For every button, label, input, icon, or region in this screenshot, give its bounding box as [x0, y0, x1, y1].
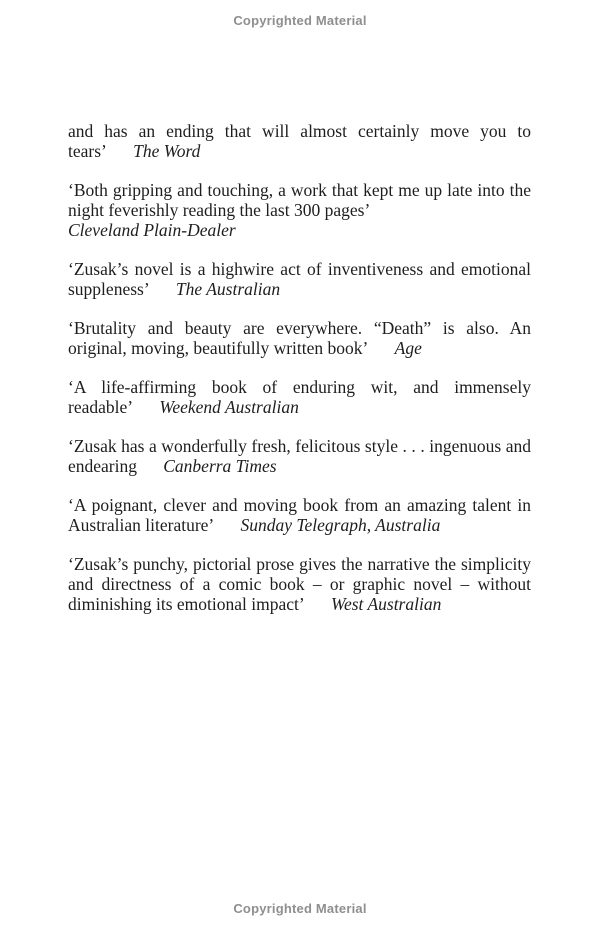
review-quote: ‘A poignant, clever and moving book from an amazing talent in Australian literature’ — [68, 495, 531, 535]
copyright-watermark-top: Copyrighted Material — [233, 13, 367, 28]
review-quote: ‘Zusak’s novel is a highwire act of inventiveness and emotional suppleness’ — [68, 259, 531, 299]
review-quote: ‘A life-affirming book of enduring wit, and immensely readable’ — [68, 377, 531, 417]
review-source: Sunday Telegraph, Australia — [240, 515, 441, 535]
review-source: Age — [394, 338, 422, 358]
review-paragraph — [68, 180, 531, 240]
review-source: The Australian — [175, 279, 281, 299]
review-paragraph — [68, 318, 531, 358]
review-paragraph — [68, 377, 531, 417]
review-paragraph — [68, 121, 531, 161]
review-quote: ‘Both gripping and touching, a work that kept me up late into the night feverishly reading the last 300 pages’ — [68, 180, 531, 220]
review-paragraph — [68, 436, 531, 476]
copyright-watermark-bottom: Copyrighted Material — [233, 901, 367, 916]
press-reviews — [68, 121, 531, 633]
review-quote: ‘Brutality and beauty are everywhere. “Death” is also. An original, moving, beautifully written book’ — [68, 318, 531, 358]
review-quote: and has an ending that will almost certainly move you to tears’ — [68, 121, 531, 161]
review-source: Cleveland Plain-Dealer — [68, 220, 236, 240]
review-source: Canberra Times — [163, 456, 277, 476]
review-source: The Word — [133, 141, 201, 161]
review-paragraph — [68, 554, 531, 614]
review-source: West Australian — [330, 594, 442, 614]
review-source: Weekend Australian — [159, 397, 299, 417]
review-paragraph — [68, 495, 531, 535]
review-paragraph — [68, 259, 531, 299]
review-quote: ‘Zusak’s punchy, pictorial prose gives the narrative the simplicity and directness of a comic book – or graphic novel – without diminishing its emotional impact’ — [68, 554, 531, 614]
review-quote: ‘Zusak has a wonderfully fresh, felicitous style . . . ingenuous and endearing — [68, 436, 531, 476]
